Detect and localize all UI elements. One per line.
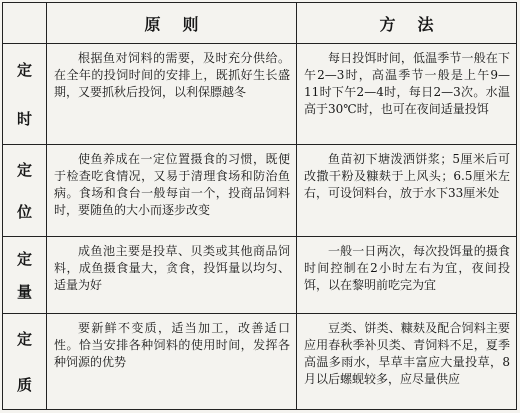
- method-text: 鱼苗初下塘泼洒饼浆；5厘米后可改撒干粉及糠麸于上风头；6.5厘米左右，可设饲料台，放于水下33厘米处: [304, 152, 510, 200]
- row-label-char: 定: [16, 61, 32, 79]
- method-text: 一般一日两次，每次投饵量的摄食时间控制在2小时左右为宜，夜间投饵，以在黎明前吃完为宜: [304, 244, 510, 292]
- row-label-cell: [3, 145, 47, 237]
- row-label-char: 质: [16, 375, 32, 394]
- method-cell: [297, 314, 517, 410]
- table-row: [3, 237, 517, 314]
- method-text: 豆类、饼类、糠麸及配合饲料主要应用春秋季补贝类、青饲料不足，夏季高温多雨水，旱草丰富应大量投草，8月以后螺蚬较多，应尽量供应: [304, 321, 510, 386]
- header-method: 方法: [297, 3, 517, 44]
- principle-text: 成鱼池主要是投草、贝类或其他商品饲料，成鱼摄食量大，贪食，投饵量以均匀、适量为好: [54, 244, 290, 292]
- header-row: [3, 3, 517, 44]
- method-cell: [297, 145, 517, 237]
- row-label-char: 定: [16, 250, 32, 269]
- principle-cell: [47, 237, 297, 314]
- method-cell: [297, 237, 517, 314]
- row-label-char: 定: [16, 160, 32, 179]
- method-cell: [297, 44, 517, 145]
- principle-cell: [47, 44, 297, 145]
- row-label-cell: [3, 237, 47, 314]
- table-row: [3, 145, 517, 237]
- row-label-cell: [3, 44, 47, 145]
- principle-text: 要新鲜不变质，适当加工，改善适口性。恰当安排各种饲料的使用时间，发挥各种饲源的优势: [54, 321, 290, 369]
- principle-cell: [47, 145, 297, 237]
- table-row: [3, 314, 517, 410]
- feeding-principles-table: [2, 2, 517, 410]
- header-blank-cell: [3, 3, 47, 44]
- principle-text: 根据鱼对饲料的需要，及时充分供给。在全年的投饲时间的安排上，既抓好生长盛期，又要抓秋后投饲，以利保膘越冬: [54, 51, 290, 99]
- method-text: 每日投饵时间，低温季节一般在下午2—3时，高温季节一般是上午9—11时下午2—4时，每日2—3次。水温高于30℃时，也可在夜间适量投饵: [304, 51, 510, 116]
- row-label-char: 位: [16, 203, 32, 222]
- header-principle: 原则: [47, 3, 297, 44]
- principle-cell: [47, 314, 297, 410]
- row-label-char: 量: [16, 282, 32, 301]
- principle-text: 使鱼养成在一定位置摄食的习惯，既便于检查吃食情况，又易于清理食场和防治鱼病。食场和食台一般每亩一个，投商品饲料时，要随鱼的大小而逐步改变: [54, 152, 290, 217]
- row-label-char: 定: [16, 330, 32, 349]
- table-row: [3, 44, 517, 145]
- row-label-char: 时: [16, 110, 32, 128]
- row-label-cell: [3, 314, 47, 410]
